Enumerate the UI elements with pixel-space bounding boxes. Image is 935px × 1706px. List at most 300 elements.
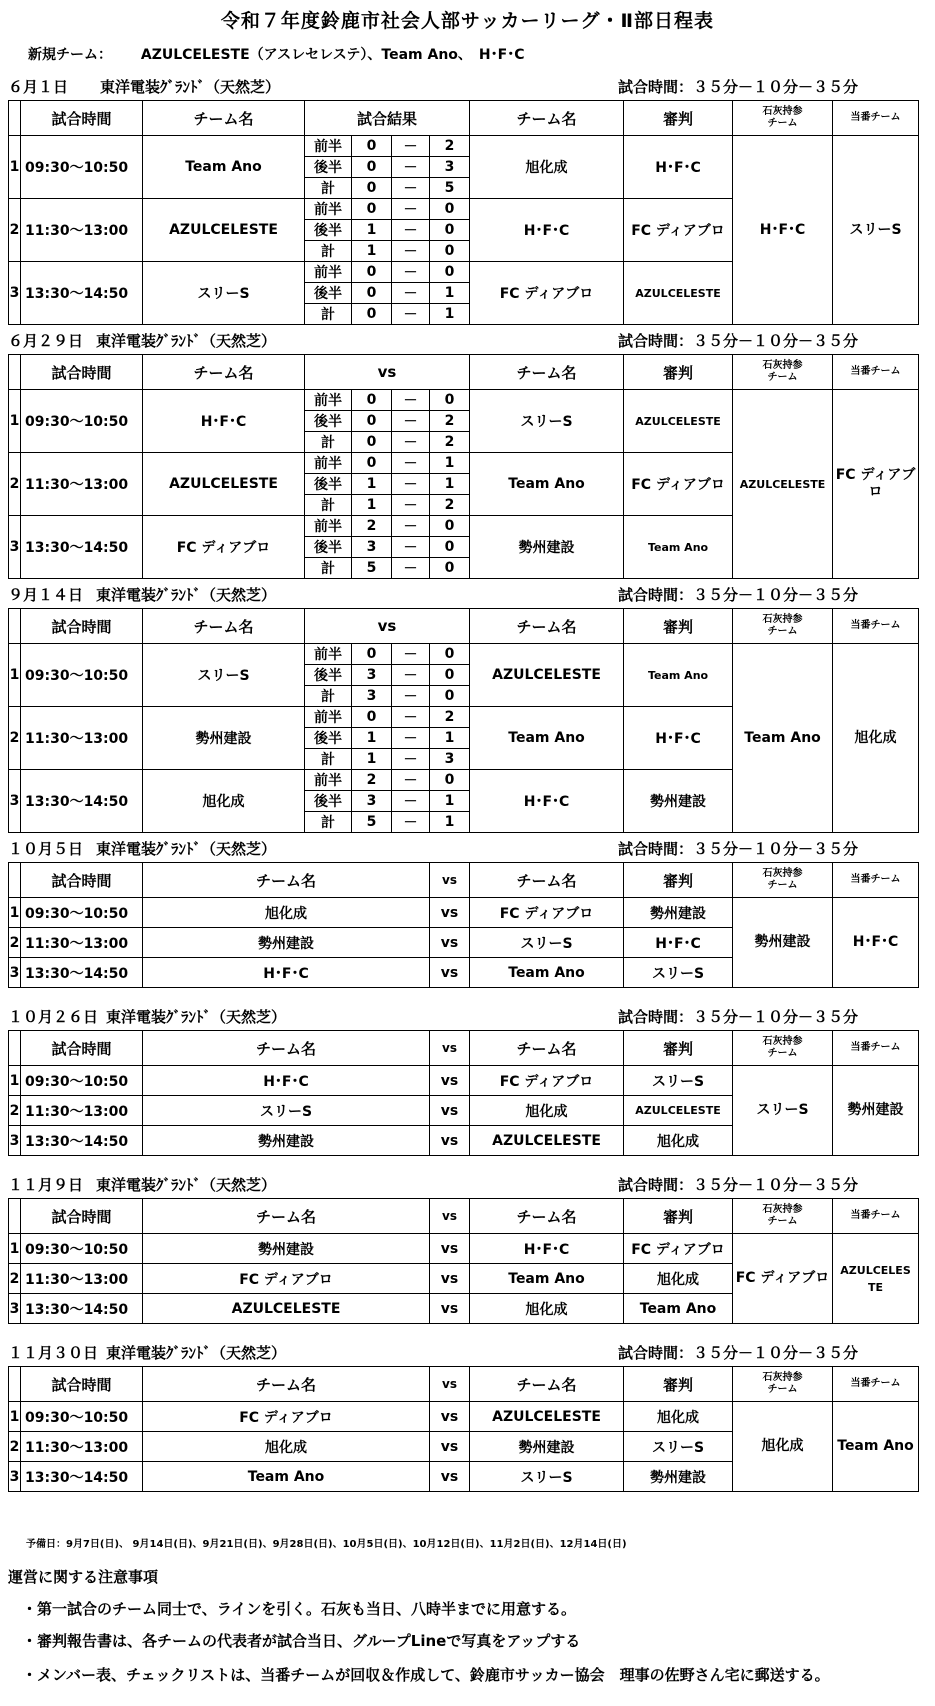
round-date: ６月１日 <box>8 78 69 96</box>
match-number: 2 <box>9 199 21 262</box>
match-time: 09:30～10:50 <box>21 644 143 707</box>
away-score: 2 <box>430 707 470 728</box>
header-duty-team: 当番チーム <box>833 863 919 898</box>
match-number: 3 <box>9 958 21 988</box>
match-time: 13:30～14:50 <box>21 262 143 325</box>
score-row <box>9 644 919 665</box>
away-score: 2 <box>430 432 470 453</box>
vs-label: vs <box>430 1066 470 1096</box>
match-number: 1 <box>9 644 21 707</box>
away-score: 0 <box>430 686 470 707</box>
away-team: H･F･C <box>470 1234 624 1264</box>
away-team: Team Ano <box>470 707 624 770</box>
lime-team: 旭化成 <box>733 1402 833 1492</box>
header-blank <box>9 863 21 898</box>
round-header <box>0 1170 935 1198</box>
duty-team: スリーS <box>833 136 919 325</box>
half-label: 計 <box>305 558 352 579</box>
home-score: 3 <box>352 686 392 707</box>
match-number: 1 <box>9 1066 21 1096</box>
lime-team: スリーS <box>733 1066 833 1156</box>
score-dash: － <box>392 178 430 199</box>
score-dash: － <box>392 411 430 432</box>
home-score: 0 <box>352 644 392 665</box>
home-team: H･F･C <box>143 958 430 988</box>
lime-team: Team Ano <box>733 644 833 833</box>
match-number: 3 <box>9 1462 21 1492</box>
away-score: 0 <box>430 644 470 665</box>
half-label: 後半 <box>305 411 352 432</box>
home-score: 3 <box>352 537 392 558</box>
away-team: スリーS <box>470 928 624 958</box>
schedule-table <box>8 862 919 988</box>
header-duty-team: 当番チーム <box>833 1031 919 1066</box>
header-result: vs <box>305 609 470 644</box>
header-row <box>9 1031 919 1066</box>
header-referee: 審判 <box>624 101 733 136</box>
header-lime-line1: 石灰持参 <box>762 1036 803 1047</box>
home-score: 1 <box>352 749 392 770</box>
round-match-time: 試合時間：３５分－１０分－３５分 <box>618 1176 859 1194</box>
header-row <box>9 1367 919 1402</box>
score-dash: － <box>392 495 430 516</box>
home-score: 5 <box>352 812 392 833</box>
vs-label: vs <box>430 1096 470 1126</box>
home-team: AZULCELESTE <box>143 1294 430 1324</box>
vs-label: vs <box>430 1264 470 1294</box>
away-score: 2 <box>430 411 470 432</box>
round-date: １１月９日 <box>8 1176 84 1194</box>
match-number: 2 <box>9 1432 21 1462</box>
header-result: vs <box>305 355 470 390</box>
score-dash: － <box>392 707 430 728</box>
home-team: スリーS <box>143 1096 430 1126</box>
half-label: 前半 <box>305 707 352 728</box>
score-dash: － <box>392 157 430 178</box>
home-score: 0 <box>352 304 392 325</box>
schedule-table <box>8 1030 919 1156</box>
header-result: 試合結果 <box>305 101 470 136</box>
match-row <box>9 1234 919 1264</box>
match-row <box>9 898 919 928</box>
referee-team: H･F･C <box>624 707 733 770</box>
round-date: １０月５日 <box>8 840 84 858</box>
header-lime-line2: チーム <box>767 1384 798 1395</box>
new-teams-line <box>28 44 548 64</box>
away-team: H･F･C <box>470 199 624 262</box>
match-time: 13:30～14:50 <box>21 1126 143 1156</box>
home-score: 0 <box>352 707 392 728</box>
half-label: 後半 <box>305 283 352 304</box>
vs-label: vs <box>430 1462 470 1492</box>
score-dash: － <box>392 812 430 833</box>
match-number: 1 <box>9 136 21 199</box>
home-score: 1 <box>352 728 392 749</box>
round-header <box>0 1002 935 1030</box>
home-team: FC ディアブロ <box>143 1264 430 1294</box>
home-score: 0 <box>352 411 392 432</box>
round-match-time: 試合時間：３５分－１０分－３５分 <box>618 78 859 96</box>
new-teams-list: AZULCELESTE（アスレセレステ）、Team Ano、 H･F･C <box>140 47 525 63</box>
round-ground: 東洋電装ｸﾞﾗﾝﾄﾞ（天然芝） <box>96 586 277 604</box>
half-label: 前半 <box>305 136 352 157</box>
score-dash: － <box>392 199 430 220</box>
round-header <box>0 834 935 862</box>
round-ground: 東洋電装ｸﾞﾗﾝﾄﾞ（天然芝） <box>100 78 281 96</box>
vs-label: vs <box>430 1432 470 1462</box>
match-time: 11:30～13:00 <box>21 1264 143 1294</box>
header-time: 試合時間 <box>21 609 143 644</box>
half-label: 前半 <box>305 770 352 791</box>
home-score: 1 <box>352 241 392 262</box>
header-referee: 審判 <box>624 1199 733 1234</box>
away-score: 1 <box>430 304 470 325</box>
header-row <box>9 609 919 644</box>
half-label: 後半 <box>305 728 352 749</box>
referee-team: 旭化成 <box>624 1126 733 1156</box>
away-score: 3 <box>430 157 470 178</box>
header-team-home: チーム名 <box>143 355 305 390</box>
notes-title: 運営に関する注意事項 <box>8 1568 159 1586</box>
duty-team: 勢州建設 <box>833 1066 919 1156</box>
score-dash: － <box>392 432 430 453</box>
header-blank <box>9 1199 21 1234</box>
match-time: 09:30～10:50 <box>21 1066 143 1096</box>
duty-team: Team Ano <box>833 1402 919 1492</box>
match-time: 11:30～13:00 <box>21 1096 143 1126</box>
round-match-time: 試合時間：３５分－１０分－３５分 <box>618 1344 859 1362</box>
header-lime-team <box>733 1031 833 1066</box>
round-header <box>0 580 935 608</box>
half-label: 前半 <box>305 644 352 665</box>
home-score: 1 <box>352 220 392 241</box>
half-label: 後半 <box>305 220 352 241</box>
away-score: 0 <box>430 241 470 262</box>
away-team: Team Ano <box>470 958 624 988</box>
match-number: 2 <box>9 928 21 958</box>
schedule-table <box>8 1198 919 1324</box>
header-vs: vs <box>430 1199 470 1234</box>
header-team-home: チーム名 <box>143 101 305 136</box>
round-date: １１月３０日 <box>8 1344 99 1362</box>
home-score: 0 <box>352 453 392 474</box>
round-date: ９月１４日 <box>8 586 84 604</box>
half-label: 前半 <box>305 262 352 283</box>
header-blank <box>9 609 21 644</box>
home-team: スリーS <box>143 262 305 325</box>
half-label: 計 <box>305 304 352 325</box>
score-dash: － <box>392 304 430 325</box>
away-score: 2 <box>430 136 470 157</box>
round-block <box>0 326 935 580</box>
half-label: 計 <box>305 495 352 516</box>
lime-team: H･F･C <box>733 136 833 325</box>
round-header <box>0 72 935 100</box>
header-lime-line2: チーム <box>767 118 798 129</box>
half-label: 計 <box>305 178 352 199</box>
home-score: 0 <box>352 136 392 157</box>
lime-team: FC ディアブロ <box>733 1234 833 1324</box>
half-label: 後半 <box>305 157 352 178</box>
header-lime-line1: 石灰持参 <box>762 360 803 371</box>
match-time: 11:30～13:00 <box>21 453 143 516</box>
match-time: 11:30～13:00 <box>21 1432 143 1462</box>
away-score: 1 <box>430 474 470 495</box>
header-row <box>9 101 919 136</box>
round-ground: 東洋電装ｸﾞﾗﾝﾄﾞ（天然芝） <box>96 840 277 858</box>
vs-label: vs <box>430 958 470 988</box>
home-score: 2 <box>352 770 392 791</box>
header-duty-team: 当番チーム <box>833 101 919 136</box>
vs-label: vs <box>430 1126 470 1156</box>
lime-team: 勢州建設 <box>733 898 833 988</box>
vs-label: vs <box>430 1294 470 1324</box>
away-team: 勢州建設 <box>470 516 624 579</box>
home-score: 1 <box>352 495 392 516</box>
header-lime-line2: チーム <box>767 626 798 637</box>
half-label: 前半 <box>305 453 352 474</box>
away-team: 旭化成 <box>470 1294 624 1324</box>
score-dash: － <box>392 686 430 707</box>
half-label: 前半 <box>305 516 352 537</box>
header-blank <box>9 1367 21 1402</box>
header-lime-team <box>733 355 833 390</box>
duty-team: H･F･C <box>833 898 919 988</box>
header-duty-team: 当番チーム <box>833 1199 919 1234</box>
home-score: 0 <box>352 283 392 304</box>
referee-team: AZULCELESTE <box>624 390 733 453</box>
away-team: 旭化成 <box>470 136 624 199</box>
header-team-home: チーム名 <box>143 1367 430 1402</box>
referee-team: 旭化成 <box>624 1264 733 1294</box>
home-team: 勢州建設 <box>143 1234 430 1264</box>
header-lime-line1: 石灰持参 <box>762 106 803 117</box>
header-team-home: チーム名 <box>143 863 430 898</box>
home-score: 0 <box>352 390 392 411</box>
score-dash: － <box>392 665 430 686</box>
header-referee: 審判 <box>624 609 733 644</box>
away-team: Team Ano <box>470 453 624 516</box>
header-referee: 審判 <box>624 863 733 898</box>
away-team: FC ディアブロ <box>470 1066 624 1096</box>
home-team: FC ディアブロ <box>143 516 305 579</box>
header-duty-team: 当番チーム <box>833 609 919 644</box>
referee-team: 勢州建設 <box>624 770 733 833</box>
away-team: 旭化成 <box>470 1096 624 1126</box>
away-team: AZULCELESTE <box>470 644 624 707</box>
home-team: 旭化成 <box>143 898 430 928</box>
match-number: 1 <box>9 1402 21 1432</box>
referee-team: 勢州建設 <box>624 1462 733 1492</box>
schedule-table <box>8 100 919 325</box>
away-team: H･F･C <box>470 770 624 833</box>
score-dash: － <box>392 770 430 791</box>
match-number: 2 <box>9 707 21 770</box>
round-match-time: 試合時間：３５分－１０分－３５分 <box>618 332 859 350</box>
schedule-table <box>8 354 919 579</box>
header-lime-team <box>733 1199 833 1234</box>
home-team: 勢州建設 <box>143 1126 430 1156</box>
home-team: Team Ano <box>143 1462 430 1492</box>
round-date: １０月２６日 <box>8 1008 99 1026</box>
away-score: 0 <box>430 390 470 411</box>
header-row <box>9 355 919 390</box>
half-label: 後半 <box>305 665 352 686</box>
rounds-container <box>0 72 935 1506</box>
match-number: 2 <box>9 453 21 516</box>
referee-team: FC ディアブロ <box>624 1234 733 1264</box>
referee-team: AZULCELESTE <box>624 1096 733 1126</box>
match-number: 3 <box>9 262 21 325</box>
score-dash: － <box>392 728 430 749</box>
home-score: 5 <box>352 558 392 579</box>
header-lime-line1: 石灰持参 <box>762 1372 803 1383</box>
score-row <box>9 390 919 411</box>
home-team: AZULCELESTE <box>143 199 305 262</box>
away-team: Team Ano <box>470 1264 624 1294</box>
away-team: AZULCELESTE <box>470 1402 624 1432</box>
header-vs: vs <box>430 1367 470 1402</box>
score-row <box>9 136 919 157</box>
match-time: 09:30～10:50 <box>21 898 143 928</box>
referee-team: Team Ano <box>624 644 733 707</box>
header-team-away: チーム名 <box>470 101 624 136</box>
half-label: 後半 <box>305 474 352 495</box>
home-team: Team Ano <box>143 136 305 199</box>
home-score: 0 <box>352 432 392 453</box>
home-score: 0 <box>352 157 392 178</box>
schedule-table <box>8 608 919 833</box>
header-referee: 審判 <box>624 1367 733 1402</box>
round-header <box>0 326 935 354</box>
away-team: FC ディアブロ <box>470 262 624 325</box>
away-score: 1 <box>430 791 470 812</box>
round-block <box>0 580 935 834</box>
header-lime-line1: 石灰持参 <box>762 868 803 879</box>
match-number: 3 <box>9 770 21 833</box>
round-ground: 東洋電装ｸﾞﾗﾝﾄﾞ（天然芝） <box>96 1176 277 1194</box>
round-date: ６月２９日 <box>8 332 84 350</box>
vs-label: vs <box>430 898 470 928</box>
match-time: 13:30～14:50 <box>21 1294 143 1324</box>
match-time: 13:30～14:50 <box>21 516 143 579</box>
home-score: 0 <box>352 178 392 199</box>
score-dash: － <box>392 558 430 579</box>
match-number: 3 <box>9 516 21 579</box>
header-team-away: チーム名 <box>470 1199 624 1234</box>
score-dash: － <box>392 516 430 537</box>
match-time: 09:30～10:50 <box>21 1402 143 1432</box>
score-dash: － <box>392 644 430 665</box>
header-lime-line2: チーム <box>767 1216 798 1227</box>
header-lime-line2: チーム <box>767 372 798 383</box>
home-team: 旭化成 <box>143 770 305 833</box>
match-time: 13:30～14:50 <box>21 958 143 988</box>
home-team: スリーS <box>143 644 305 707</box>
match-time: 09:30～10:50 <box>21 136 143 199</box>
round-match-time: 試合時間：３５分－１０分－３５分 <box>618 586 859 604</box>
round-block <box>0 834 935 1002</box>
away-score: 0 <box>430 262 470 283</box>
referee-team: スリーS <box>624 958 733 988</box>
score-dash: － <box>392 749 430 770</box>
note-item: ・メンバー表、チェックリストは、当番チームが回収＆作成して、鈴鹿市サッカー協会 理事の佐野さん宅に郵送する。 <box>22 1666 830 1684</box>
referee-team: H･F･C <box>624 928 733 958</box>
header-team-away: チーム名 <box>470 863 624 898</box>
score-dash: － <box>392 474 430 495</box>
half-label: 計 <box>305 749 352 770</box>
referee-team: H･F･C <box>624 136 733 199</box>
home-team: FC ディアブロ <box>143 1402 430 1432</box>
referee-team: 旭化成 <box>624 1402 733 1432</box>
header-blank <box>9 1031 21 1066</box>
home-team: 勢州建設 <box>143 928 430 958</box>
half-label: 前半 <box>305 390 352 411</box>
header-time: 試合時間 <box>21 101 143 136</box>
match-row <box>9 1066 919 1096</box>
round-match-time: 試合時間：３５分－１０分－３５分 <box>618 840 859 858</box>
header-lime-team <box>733 101 833 136</box>
away-team: AZULCELESTE <box>470 1126 624 1156</box>
score-dash: － <box>392 262 430 283</box>
header-vs: vs <box>430 863 470 898</box>
away-score: 5 <box>430 178 470 199</box>
header-blank <box>9 101 21 136</box>
away-score: 3 <box>430 749 470 770</box>
match-number: 3 <box>9 1294 21 1324</box>
referee-team: 勢州建設 <box>624 898 733 928</box>
schedule-table <box>8 1366 919 1492</box>
match-time: 13:30～14:50 <box>21 1462 143 1492</box>
round-ground: 東洋電装ｸﾞﾗﾝﾄﾞ（天然芝） <box>106 1008 287 1026</box>
away-team: スリーS <box>470 1462 624 1492</box>
home-score: 1 <box>352 474 392 495</box>
header-team-away: チーム名 <box>470 355 624 390</box>
away-score: 0 <box>430 516 470 537</box>
home-score: 0 <box>352 199 392 220</box>
match-time: 11:30～13:00 <box>21 199 143 262</box>
header-lime-line2: チーム <box>767 1048 798 1059</box>
round-block <box>0 72 935 326</box>
header-time: 試合時間 <box>21 863 143 898</box>
home-team: AZULCELESTE <box>143 453 305 516</box>
match-time: 11:30～13:00 <box>21 928 143 958</box>
vs-label: vs <box>430 1402 470 1432</box>
score-dash: － <box>392 791 430 812</box>
score-dash: － <box>392 390 430 411</box>
match-number: 1 <box>9 898 21 928</box>
round-match-time: 試合時間：３５分－１０分－３５分 <box>618 1008 859 1026</box>
header-lime-line2: チーム <box>767 880 798 891</box>
round-block <box>0 1002 935 1170</box>
away-score: 1 <box>430 283 470 304</box>
score-dash: － <box>392 241 430 262</box>
away-score: 0 <box>430 770 470 791</box>
duty-team: AZULCELES TE <box>833 1234 919 1324</box>
note-item: ・審判報告書は、各チームの代表者が試合当日、グループLineで写真をアップする <box>22 1632 581 1650</box>
half-label: 計 <box>305 432 352 453</box>
match-number: 2 <box>9 1096 21 1126</box>
score-dash: － <box>392 453 430 474</box>
half-label: 計 <box>305 812 352 833</box>
header-team-away: チーム名 <box>470 609 624 644</box>
page-title: 令和７年度鈴鹿市社会人部サッカーリーグ・Ⅱ部日程表 <box>220 10 715 32</box>
header-lime-team <box>733 1367 833 1402</box>
home-team: H･F･C <box>143 390 305 453</box>
home-score: 0 <box>352 262 392 283</box>
header-referee: 審判 <box>624 1031 733 1066</box>
match-time: 13:30～14:50 <box>21 770 143 833</box>
